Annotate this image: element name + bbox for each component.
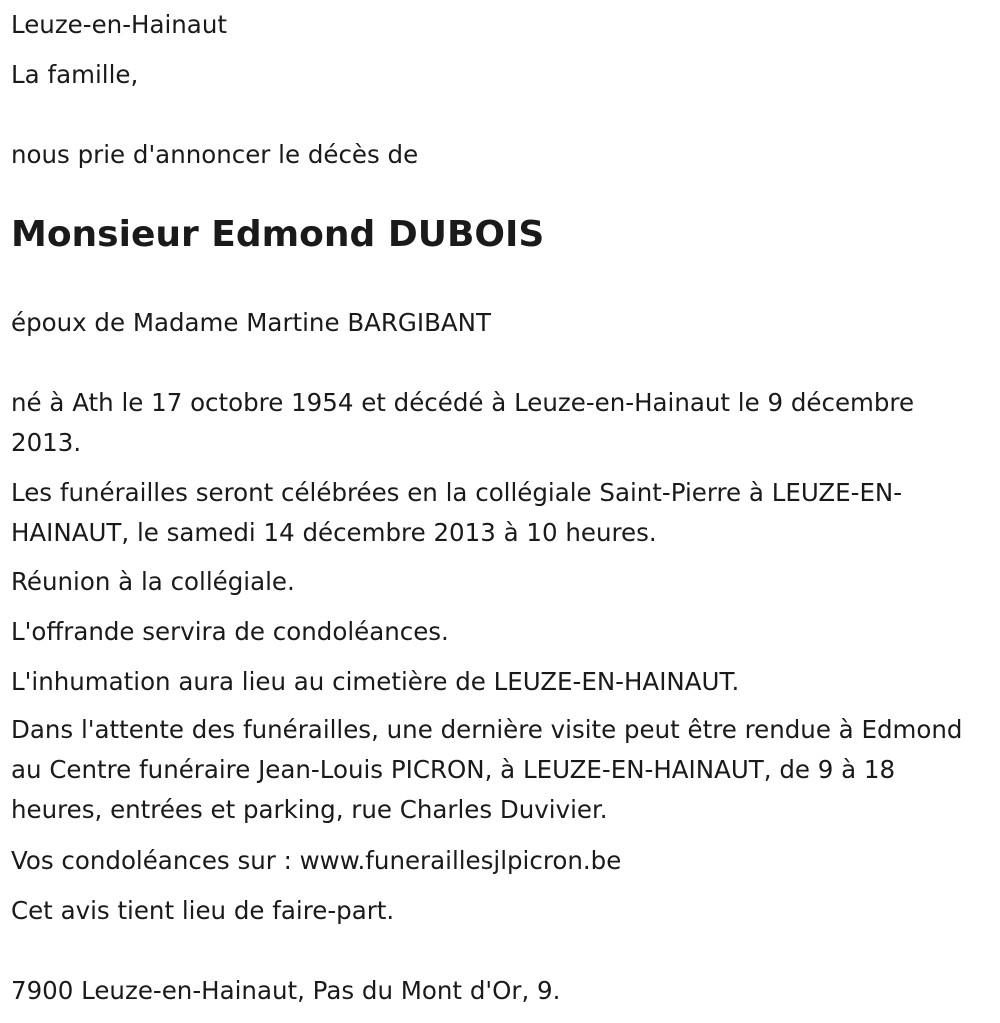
funeral-paragraph: Les funérailles seront célébrées en la collégiale Saint-Pierre à LEUZE-EN-HAINAUT, le samedi 14 décembre 2013 à 10 heures. <box>11 478 903 547</box>
birth-death-paragraph: né à Ath le 17 octobre 1954 et décédé à Leuze-en-Hainaut le 9 décembre 2013. <box>11 388 915 457</box>
town-heading: Leuze-en-Hainaut <box>11 10 227 39</box>
offering-line: L'offrande servira de condoléances. <box>11 617 449 646</box>
condolences-line: Vos condoléances sur : www.funeraillesjlpicron.be <box>11 846 622 875</box>
spouse-line: époux de Madame Martine BARGIBANT <box>11 308 491 337</box>
visit-paragraph: Dans l'attente des funérailles, une dernière visite peut être rendue à Edmond au Centre funéraire Jean-Louis PICRON, à LEUZE-EN-HAINAUT, de 9 à 18 heures, entrées et parking, rue Charles Duvivier. <box>11 715 963 824</box>
family-line: La famille, <box>11 60 139 89</box>
announcement-line: nous prie d'annoncer le décès de <box>11 140 419 169</box>
notice-statement: Cet avis tient lieu de faire-part. <box>11 896 395 925</box>
address-line: 7900 Leuze-en-Hainaut, Pas du Mont d'Or, 9. <box>11 976 561 1005</box>
deceased-name: Monsieur Edmond DUBOIS <box>11 214 545 255</box>
meeting-line: Réunion à la collégiale. <box>11 567 295 596</box>
burial-line: L'inhumation aura lieu au cimetière de LEUZE-EN-HAINAUT. <box>11 667 740 696</box>
